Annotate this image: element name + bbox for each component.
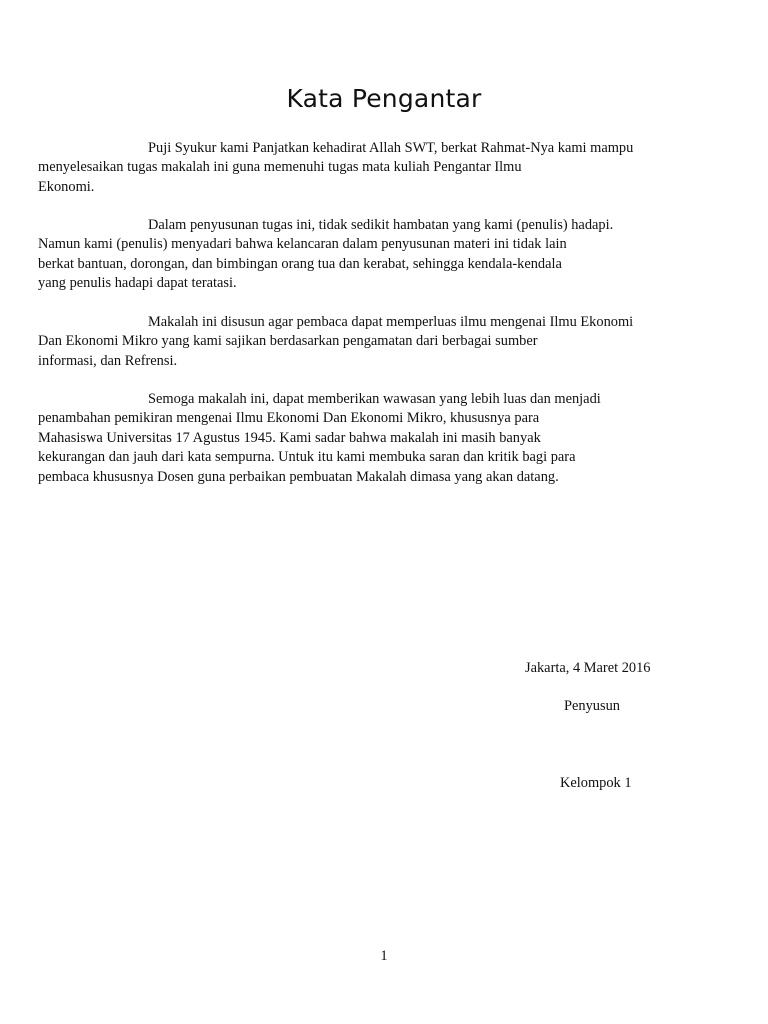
- signature-role: Penyusun: [564, 698, 620, 714]
- paragraph-line: yang penulis hadapi dapat teratasi.: [38, 275, 237, 292]
- paragraph-3: [38, 313, 683, 371]
- paragraph-line: penambahan pemikiran mengenai Ilmu Ekonomi Dan Ekonomi Mikro, khususnya para: [38, 410, 540, 427]
- paragraph-4: [38, 390, 683, 487]
- paragraph-line: kekurangan dan jauh dari kata sempurna. Untuk itu kami membuka saran dan kritik bagi para: [38, 449, 576, 466]
- signature-name: Kelompok 1: [560, 775, 632, 791]
- paragraph-line: Puji Syukur kami Panjatkan kehadirat Allah SWT, berkat Rahmat-Nya kami mampu: [148, 140, 634, 156]
- paragraph-line: Semoga makalah ini, dapat memberikan wawasan yang lebih luas dan menjadi: [148, 391, 601, 407]
- signature-place-date: Jakarta, 4 Maret 2016: [525, 660, 651, 676]
- paragraph-line: menyelesaikan tugas makalah ini guna memenuhi tugas mata kuliah Pengantar Ilmu: [38, 159, 522, 176]
- paragraph-line: Dalam penyusunan tugas ini, tidak sedikit hambatan yang kami (penulis) hadapi.: [148, 217, 614, 233]
- page-number: 1: [380, 948, 388, 964]
- paragraph-line: pembaca khususnya Dosen guna perbaikan pembuatan Makalah dimasa yang akan datang.: [38, 468, 559, 485]
- paragraph-line: Ekonomi.: [38, 178, 95, 195]
- paragraph-line: informasi, dan Refrensi.: [38, 352, 178, 369]
- paragraph-line: berkat bantuan, dorongan, dan bimbingan orang tua dan kerabat, sehingga kendala-kendala: [38, 255, 562, 272]
- paragraph-line: Makalah ini disusun agar pembaca dapat memperluas ilmu mengenai Ilmu Ekonomi: [148, 314, 634, 330]
- paragraph-line: Mahasiswa Universitas 17 Agustus 1945. Kami sadar bahwa makalah ini masih banyak: [38, 429, 541, 446]
- page-title: Kata Pengantar: [286, 84, 482, 113]
- paragraph-line: Namun kami (penulis) menyadari bahwa kelancaran dalam penyusunan materi ini tidak lain: [38, 236, 567, 253]
- paragraph-line: Dan Ekonomi Mikro yang kami sajikan berdasarkan pengamatan dari berbagai sumber: [38, 333, 538, 350]
- paragraph-1: [38, 139, 683, 197]
- paragraph-2: [38, 216, 683, 294]
